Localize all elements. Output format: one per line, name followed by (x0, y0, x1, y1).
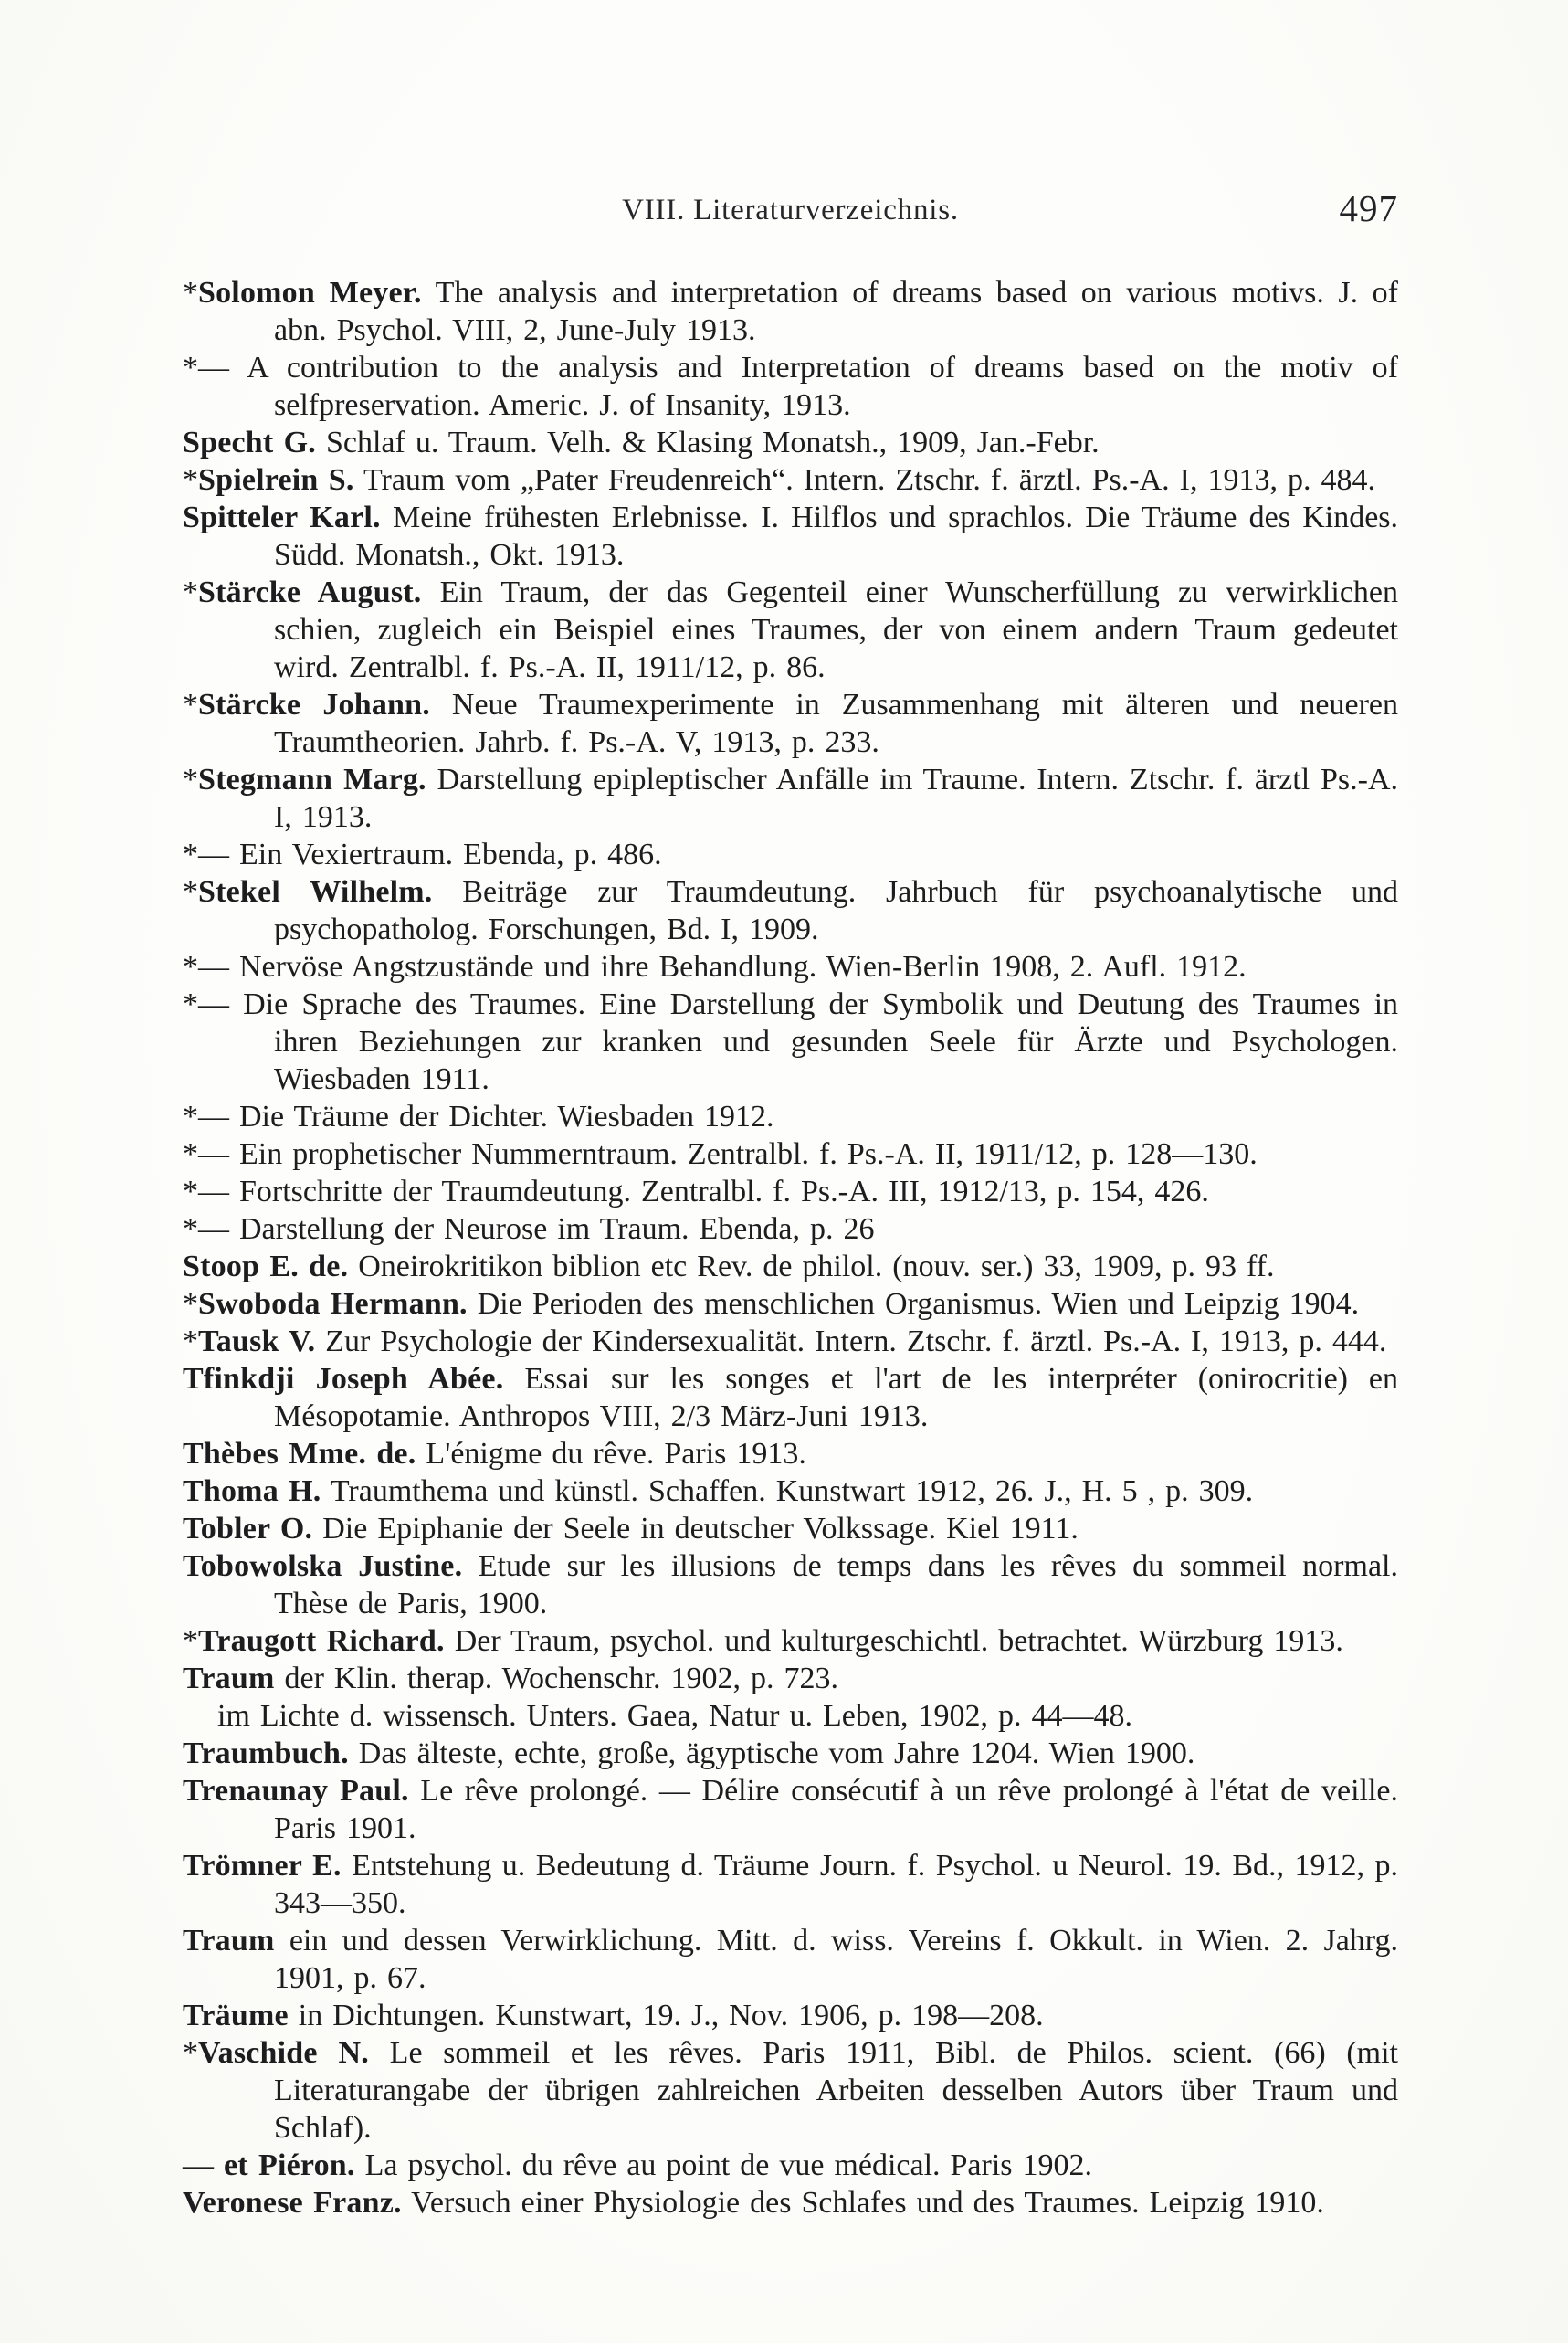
entry-star: * (183, 1287, 198, 1321)
entry-star: * (183, 1100, 198, 1134)
entry-text: ein und dessen Verwirklichung. Mitt. d. wiss. Vereins f. Okkult. in Wien. 2. Jahrg. 1901, p. 67. (274, 1924, 1399, 1995)
running-title: VIII. Literaturverzeichnis. (622, 194, 959, 227)
entry-text: Traumthema und künstl. Schaffen. Kunstwart 1912, 26. J., H. 5 , p. 309. (330, 1474, 1254, 1508)
entry-text: Essai sur les songes et l'art de les interpréter (onirocritie) en Mésopotamie. Anthropos VIII, 2/3 März-Juni 1913. (274, 1362, 1398, 1433)
entry-author: Spitteler Karl. (183, 501, 381, 534)
entry-text: Darstellung epipleptischer Anfälle im Traume. Intern. Ztschr. f. ärztl Ps.-A. I, 1913. (274, 763, 1398, 834)
bib-entry (183, 1135, 1398, 1173)
entry-text: Le sommeil et les rêves. Paris 1911, Bibl. de Philos. scient. (66) (mit Literaturangabe der übrigen zahlreichen Arbeiten desselben Autors über Traum und Schlaf). (274, 2036, 1398, 2145)
entry-text: Entstehung u. Bedeutung d. Träume Journ. f. Psychol. u Neurol. 19. Bd., 1912, p. 343—350. (274, 1849, 1398, 1920)
bib-entry (183, 1847, 1398, 1922)
entry-author: Veronese Franz. (183, 2186, 402, 2220)
entry-star: * (183, 2036, 198, 2070)
entry-text: The analysis and interpretation of dreams based on various motivs. J. of abn. Psychol. VIII, 2, June-July 1913. (274, 276, 1398, 347)
entry-text: A contribution to the analysis and Interpretation of dreams based on the motiv of selfpreservation. Americ. J. of Insanity, 1913. (247, 351, 1399, 422)
entry-star: * (183, 1212, 198, 1246)
bib-entry (183, 274, 1398, 349)
entry-text: L'énigme du rêve. Paris 1913. (426, 1437, 806, 1471)
bib-entry (183, 873, 1398, 948)
bib-entry (183, 1435, 1398, 1472)
entry-dash: — (198, 1137, 229, 1171)
entry-star: * (183, 950, 198, 984)
entry-text: Fortschritte der Traumdeutung. Zentralbl. f. Ps.-A. III, 1912/13, p. 154, 426. (239, 1175, 1209, 1208)
entry-dash: — (198, 838, 229, 871)
entry-text: Versuch einer Physiologie des Schlafes und des Traumes. Leipzig 1910. (411, 2186, 1324, 2220)
bib-entry (183, 836, 1398, 873)
bib-entry (183, 574, 1398, 686)
entry-star: * (183, 276, 198, 310)
entry-dash: — (198, 1212, 229, 1246)
entry-text: Die Sprache des Traumes. Eine Darstellung der Symbolik und Deutung des Traumes in ihren Beziehungen zur kranken und gesunden Seele für Ärzte und Psychologen. Wiesbaden 1911. (243, 987, 1399, 1096)
entry-text: Ein prophetischer Nummerntraum. Zentralbl. f. Ps.-A. II, 1911/12, p. 128—130. (239, 1137, 1258, 1171)
entry-dash: — (198, 950, 229, 984)
entry-text: in Dichtungen. Kunstwart, 19. J., Nov. 1906, p. 198—208. (298, 1999, 1044, 2032)
bib-entry (183, 986, 1398, 1098)
entry-author: Traumbuch. (183, 1736, 349, 1770)
entry-dash: — (198, 351, 229, 385)
entry-dash: — (183, 2148, 214, 2182)
entry-author: Stärcke Johann. (198, 688, 430, 722)
entry-star: * (183, 351, 198, 385)
entry-text: Zur Psychologie der Kindersexualität. Intern. Ztschr. f. ärztl. Ps.-A. I, 1913, p. 444. (325, 1325, 1387, 1358)
bib-entry (183, 499, 1398, 574)
entry-star: * (183, 1325, 198, 1358)
bib-entry (183, 1660, 1398, 1697)
bib-entry (183, 1472, 1398, 1510)
entry-author: Tobowolska Justine. (183, 1549, 463, 1583)
entry-author: Tobler O. (183, 1512, 313, 1546)
entry-text: Ein Traum, der das Gegenteil einer Wunscherfüllung zu verwirklichen schien, zugleich ein Beispiel eines Traumes, der von einem andern Traum gedeutet wird. Zentralbl. f. Ps.-A. II, 1911/12, p. 86. (274, 575, 1398, 684)
entry-star: * (183, 763, 198, 797)
entry-text: Darstellung der Neurose im Traum. Ebenda, p. 26 (239, 1212, 875, 1246)
entry-text: Beiträge zur Traumdeutung. Jahrbuch für psychoanalytische und psychopatholog. Forschungen, Bd. I, 1909. (274, 875, 1398, 946)
entry-text: Der Traum, psychol. und kulturgeschichtl. betrachtet. Würzburg 1913. (454, 1624, 1343, 1658)
entry-text: Ein Vexiertraum. Ebenda, p. 486. (239, 838, 662, 871)
bib-entry (183, 1735, 1398, 1772)
bib-entry (183, 2184, 1398, 2222)
entry-star: * (183, 688, 198, 722)
entry-text: Traum vom „Pater Freudenreich“. Intern. Ztschr. f. ärztl. Ps.-A. I, 1913, p. 484. (363, 463, 1375, 497)
entry-author: Traum (183, 1924, 275, 1958)
bib-entry (183, 349, 1398, 424)
bib-entry (183, 1173, 1398, 1210)
entry-text: Nervöse Angstzustände und ihre Behandlung. Wien-Berlin 1908, 2. Aufl. 1912. (239, 950, 1247, 984)
entry-author: Thèbes Mme. de. (183, 1437, 416, 1471)
entry-author: Specht G. (183, 426, 316, 459)
page-number: 497 (1339, 187, 1398, 229)
entry-text: Die Epiphanie der Seele in deutscher Volkssage. Kiel 1911. (322, 1512, 1079, 1546)
entry-author: Träume (183, 1999, 289, 2032)
bib-entry (183, 1772, 1398, 1847)
bib-entry (183, 1285, 1398, 1323)
entry-text: der Klin. therap. Wochenschr. 1902, p. 723. (284, 1662, 838, 1695)
entry-author: Stoop E. de. (183, 1250, 349, 1283)
entry-text: Schlaf u. Traum. Velh. & Klasing Monatsh., 1909, Jan.-Febr. (325, 426, 1100, 459)
entry-text: Meine frühesten Erlebnisse. I. Hilflos und sprachlos. Die Träume des Kindes. Südd. Monatsh., Okt. 1913. (274, 501, 1399, 572)
bib-entry (183, 1098, 1398, 1135)
entry-dash: — (198, 1100, 229, 1134)
bib-entry (183, 1360, 1398, 1435)
entry-author: Stärcke August. (198, 575, 422, 609)
entry-text: Le rêve prolongé. — Délire consécutif à un rêve prolongé à l'état de veille. Paris 1901. (274, 1774, 1399, 1845)
entry-dash: — (198, 1175, 229, 1208)
entry-author: et Piéron. (224, 2148, 355, 2182)
entry-author: Stekel Wilhelm. (198, 875, 433, 909)
bib-entry (183, 1248, 1398, 1285)
entry-author: Tfinkdji Joseph Abée. (183, 1362, 504, 1396)
bib-entry (183, 1622, 1398, 1660)
bib-entry (183, 686, 1398, 761)
entry-author: Traum (183, 1662, 275, 1695)
entry-star: * (183, 1137, 198, 1171)
bib-entry (183, 2034, 1398, 2147)
entry-author: Solomon Meyer. (198, 276, 422, 310)
page-header (183, 187, 1398, 239)
entry-author: Tausk V. (198, 1325, 316, 1358)
bibliography-list (183, 274, 1398, 2222)
entry-author: Trenaunay Paul. (183, 1774, 409, 1808)
entry-author: Stegmann Marg. (198, 763, 426, 797)
bib-entry (183, 1997, 1398, 2034)
entry-author: Spielrein S. (198, 463, 354, 497)
entry-author: Thoma H. (183, 1474, 321, 1508)
bib-entry (183, 1547, 1398, 1622)
bib-entry (183, 1323, 1398, 1360)
entry-star: * (183, 987, 198, 1021)
bib-entry (183, 424, 1398, 461)
entry-author: Traugott Richard. (198, 1624, 445, 1658)
entry-text: Das älteste, echte, große, ägyptische vom Jahre 1204. Wien 1900. (358, 1736, 1195, 1770)
entry-author: Swoboda Hermann. (198, 1287, 468, 1321)
entry-star: * (183, 463, 198, 497)
bib-entry (183, 1697, 1398, 1735)
entry-dash: — (198, 987, 229, 1021)
bib-entry (183, 2147, 1398, 2184)
entry-text: im Lichte d. wissensch. Unters. Gaea, Natur u. Leben, 1902, p. 44—48. (217, 1699, 1132, 1733)
entry-author: Trömner E. (183, 1849, 342, 1883)
entry-text: Die Perioden des menschlichen Organismus. Wien und Leipzig 1904. (477, 1287, 1360, 1321)
entry-text: La psychol. du rêve au point de vue médical. Paris 1902. (364, 2148, 1093, 2182)
bib-entry (183, 1210, 1398, 1248)
entry-text: Etude sur les illusions de temps dans les rêves du sommeil normal. Thèse de Paris, 1900. (274, 1549, 1398, 1620)
entry-author: Vaschide N. (198, 2036, 370, 2070)
entry-text: Neue Traumexperimente in Zusammenhang mit älteren und neueren Traumtheorien. Jahrb. f. Ps.-A. V, 1913, p. 233. (274, 688, 1399, 759)
bib-entry (183, 948, 1398, 986)
bib-entry (183, 761, 1398, 836)
bib-entry (183, 1510, 1398, 1547)
entry-star: * (183, 875, 198, 909)
entry-text: Die Träume der Dichter. Wiesbaden 1912. (239, 1100, 774, 1134)
entry-text: Oneirokritikon biblion etc Rev. de philol. (nouv. ser.) 33, 1909, p. 93 ff. (358, 1250, 1275, 1283)
entry-star: * (183, 838, 198, 871)
bib-entry (183, 461, 1398, 499)
entry-star: * (183, 1175, 198, 1208)
bib-entry (183, 1922, 1398, 1997)
entry-star: * (183, 1624, 198, 1658)
entry-star: * (183, 575, 198, 609)
